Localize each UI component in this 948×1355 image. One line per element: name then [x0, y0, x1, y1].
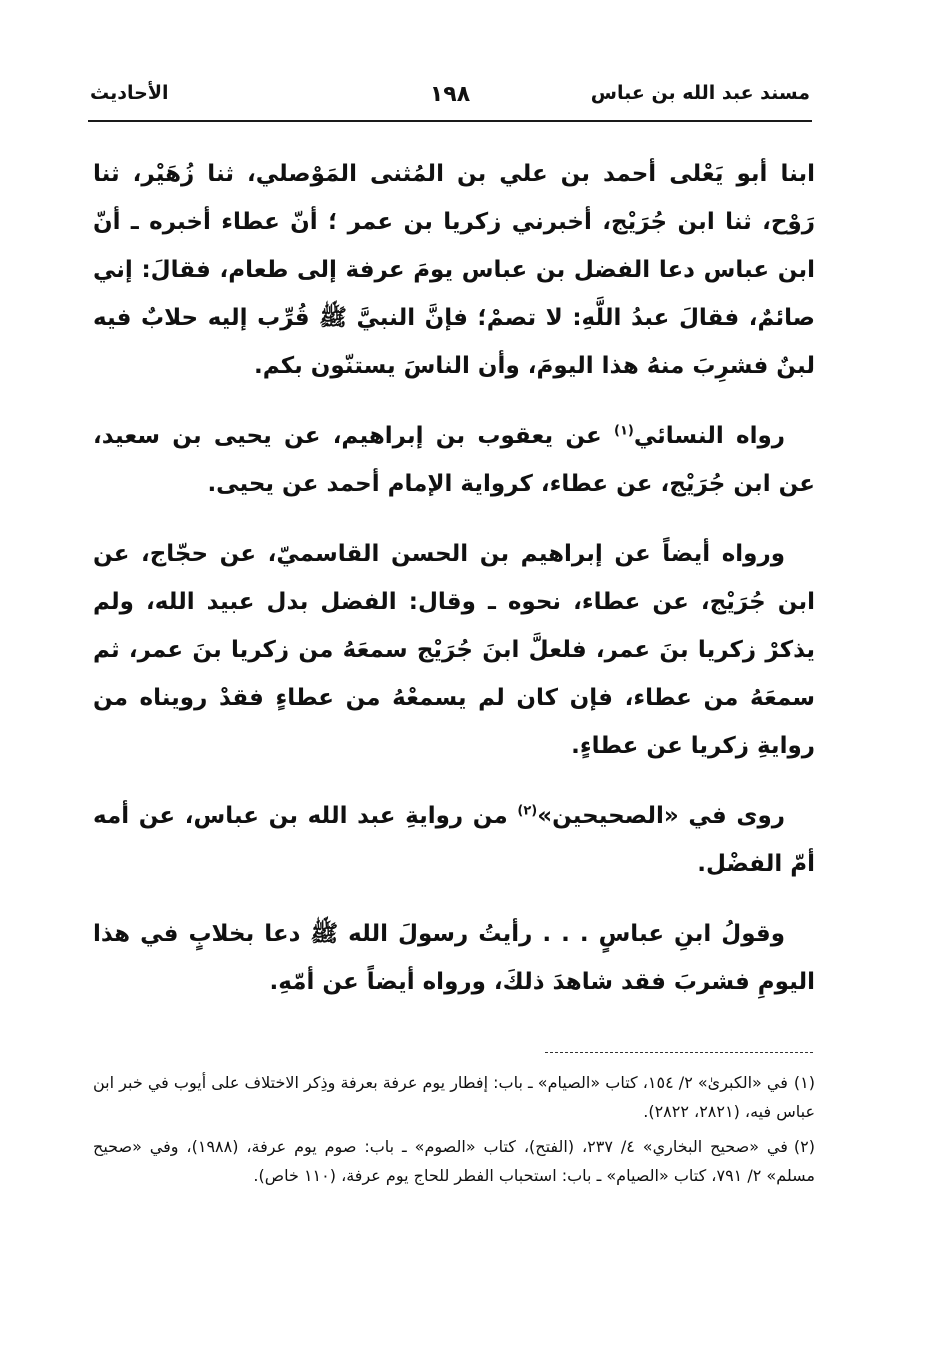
paragraph-hadith: ابنا أبو يَعْلى أحمد بن علي بن المُثنى المَوْصلي، ثنا زُهَيْر، ثنا رَوْح، ثنا ابن جُرَيْج، أخبرني زكريا بن عمر ؛ أنّ عطاء أخبره ـ أنّ ابن عباس دعا الفضل بن عباس يومَ عرفة إلى طعام، فقالَ: إني صائمٌ، فقالَ عبدُ اللَّهِ: لا تصمْ؛ فإنَّ النبيَّ ﷺ قُرِّب إليه حلابٌ فيه لبنٌ فشرِبَ منهُ هذا اليومَ، وأن الناسَ يستنّون بكم. [93, 161, 815, 379]
paragraph-text: رواه النسائي [633, 423, 785, 449]
paragraph-sahihayn [93, 792, 815, 888]
page-header [90, 82, 810, 116]
footnote-2 [93, 1132, 815, 1190]
footnotes [93, 1068, 815, 1196]
footnote-1 [93, 1068, 815, 1126]
header-divider [88, 120, 812, 122]
section-title: الأحاديث [90, 82, 169, 104]
page-number: ١٩٨ [429, 82, 471, 107]
paragraph-ibn-abbas: وقولُ ابنِ عباسٍ . . . رأيتُ رسولَ الله ﷺ دعا بخلابٍ في هذا اليومِ فشربَ فقد شاهدَ ذلكَ، ورواه أيضاً عن أمّهِ. [93, 921, 815, 995]
paragraph-nasai [93, 412, 815, 508]
footnote-number: (١) [793, 1073, 815, 1092]
footnote-ref-2[interactable]: (٢) [517, 803, 538, 819]
footnote-number: (٢) [793, 1137, 815, 1156]
footnote-divider [545, 1052, 813, 1053]
paragraph-qasimi: ورواه أيضاً عن إبراهيم بن الحسن القاسميّ، عن حجّاج، عن ابن جُرَيْج، عن عطاء، نحوه ـ وقال: الفضل بدل عبيد الله، ولم يذكرْ زكريا بنَ عمر، فلعلَّ ابنَ جُرَيْج سمعَهُ من زكريا بنَ عمر، ثم سمعَهُ من عطاء، فإن كان لم يسمعْهُ من عطاءٍ فقدْ رويناه من روايةِ زكريا عن عطاءٍ. [93, 541, 815, 759]
footnote-text: في «صحيح البخاري» ٤/ ٢٣٧، (الفتح)، كتاب «الصوم» ـ باب: صوم يوم عرفة، (١٩٨٨)، وفي «صحيح مسلم» ٢/ ٧٩١، كتاب «الصيام» ـ باب: استحباب الفطر للحاج يوم عرفة، (١١٠ خاص). [93, 1137, 815, 1185]
footnote-text: في «الكبرىٰ» ٢/ ١٥٤، كتاب «الصيام» ـ باب: إفطار يوم عرفة بعرفة وذِكر الاختلاف على أيوب في خبر ابن عباس فيه، (٢٨٢١، ٢٨٢٢). [93, 1073, 815, 1121]
footnote-ref-1[interactable]: (١) [614, 423, 634, 439]
paragraph-text: روى في «الصحيحين» [537, 803, 785, 829]
main-text [93, 150, 815, 1028]
paragraph-text: عن يعقوب بن إبراهيم، عن يحيى بن سعيد، عن ابن جُرَيْج، عن عطاء، كرواية الإمام أحمد عن يحيى. [93, 423, 815, 497]
book-title: مسند عبد الله بن عباس [590, 82, 810, 104]
paragraph-text: من روايةِ عبد الله بن عباس، عن أمه أمّ الفضْل. [93, 803, 815, 877]
